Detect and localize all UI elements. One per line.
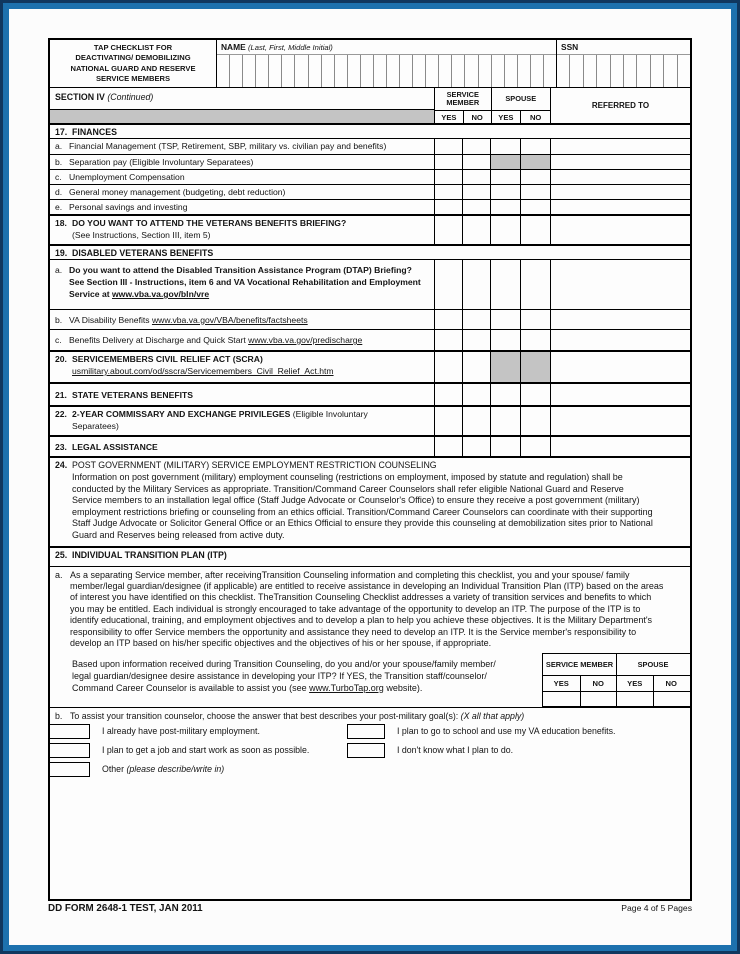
ssn-char-box[interactable] (611, 55, 624, 87)
name-char-box[interactable] (348, 55, 361, 87)
item-letter: b. (55, 711, 63, 722)
itp-answer-spouse-no[interactable] (653, 692, 690, 706)
item-25a-question: Based upon information received during Transition Counseling, do you and/or your spouse/family member/ legal guardian/designee desire assistance in developing your ITP? If YES, the Transition staff/counselor/ Command Career Counselor is available to assist you (see (72, 659, 496, 693)
answer-17d-member-yes[interactable] (434, 185, 462, 199)
answer-23-member-no[interactable] (462, 437, 490, 456)
answer-21-member-no[interactable] (462, 384, 490, 405)
form-id: DD FORM 2648-1 TEST, JAN 2011 (48, 903, 203, 914)
item-row-17d (50, 184, 690, 199)
item-17d-label: General money management (budgeting, debt reduction) (69, 187, 286, 197)
name-char-box[interactable] (309, 55, 322, 87)
answer-20-member-yes[interactable] (434, 352, 462, 382)
name-char-box[interactable] (413, 55, 426, 87)
item-17b-label: Separation pay (Eligible Involuntary Separatees) (69, 157, 254, 167)
spouse-yes-header: YES (491, 111, 521, 123)
form-title (50, 40, 217, 87)
name-hint: (Last, First, Middle Initial) (248, 43, 333, 52)
option-employment-label: I already have post-military employment. (102, 726, 260, 737)
item-row-19a (50, 259, 690, 309)
answer-22-member-yes[interactable] (434, 407, 462, 435)
answer-17c-member-no[interactable] (462, 170, 490, 184)
item-number: 22. (55, 409, 67, 419)
item-number: 21. (55, 389, 67, 400)
item-row-22 (50, 405, 690, 435)
name-char-box[interactable] (518, 55, 531, 87)
ssn-char-box[interactable] (584, 55, 597, 87)
item-24 (50, 456, 690, 546)
name-char-box[interactable] (479, 55, 492, 87)
item-number: 19. (55, 248, 68, 258)
answer-18-member-no[interactable] (462, 216, 490, 244)
answer-21-spouse-no[interactable] (520, 384, 550, 405)
answer-20-spouse-no-blocked (520, 352, 550, 382)
item-row-18 (50, 214, 690, 244)
ssn-char-box[interactable] (651, 55, 664, 87)
referred-23[interactable] (550, 437, 690, 456)
form-title-line: DEACTIVATING/ DEMOBILIZING (75, 53, 191, 63)
referred-19b[interactable] (550, 310, 690, 329)
name-label (217, 40, 556, 54)
name-boxes (217, 54, 556, 87)
answer-19b-spouse-no[interactable] (520, 310, 550, 329)
answer-23-spouse-no[interactable] (520, 437, 550, 456)
page-number: Page 4 of 5 Pages (621, 903, 692, 913)
item-number: 17. (55, 127, 68, 137)
itp-member-no-header: NO (580, 676, 617, 691)
name-char-box[interactable] (465, 55, 478, 87)
checkbox-job[interactable] (50, 743, 90, 758)
answer-20-member-no[interactable] (462, 352, 490, 382)
answer-17e-spouse-no[interactable] (520, 200, 550, 214)
item-letter: a. (55, 569, 63, 580)
name-label-text: NAME (221, 42, 246, 52)
itp-answer-spouse-yes[interactable] (616, 692, 653, 706)
name-char-box[interactable] (426, 55, 439, 87)
answer-18-member-yes[interactable] (434, 216, 462, 244)
referred-19c[interactable] (550, 330, 690, 350)
name-char-box[interactable] (544, 55, 556, 87)
answer-19c-spouse-yes[interactable] (490, 330, 520, 350)
referred-17a[interactable] (550, 139, 690, 154)
checkbox-school[interactable] (347, 724, 385, 739)
item-row-20 (50, 350, 690, 382)
section-header-band (50, 87, 690, 123)
ssn-char-box[interactable] (664, 55, 677, 87)
answer-23-member-yes[interactable] (434, 437, 462, 456)
name-char-box[interactable] (439, 55, 452, 87)
item-19b-label: VA Disability Benefits (69, 314, 152, 325)
item-17c-label: Unemployment Compensation (69, 172, 185, 182)
answer-18-spouse-yes[interactable] (490, 216, 520, 244)
itp-service-member-header: SERVICE MEMBER (545, 659, 614, 669)
option-school (347, 724, 690, 739)
answer-17e-spouse-yes[interactable] (490, 200, 520, 214)
item-19c-label: Benefits Delivery at Discharge and Quick Start (69, 335, 249, 345)
referred-21[interactable] (550, 384, 690, 405)
turbotap-link: www.TurboTap.org (309, 682, 384, 693)
answer-19c-member-yes[interactable] (434, 330, 462, 350)
section-25-header (50, 546, 690, 566)
item-25a-question-end: website). (383, 682, 423, 693)
form-header (50, 40, 690, 87)
name-char-box[interactable] (243, 55, 256, 87)
answer-19c-spouse-no[interactable] (520, 330, 550, 350)
service-member-header: SERVICE MEMBER (446, 90, 480, 107)
name-char-box[interactable] (335, 55, 348, 87)
answer-19b-spouse-yes[interactable] (490, 310, 520, 329)
page-footer (48, 901, 692, 914)
item-19c-link: www.vba.va.gov/predischarge (248, 335, 363, 345)
answer-17e-member-yes[interactable] (434, 200, 462, 214)
ssn-char-box[interactable] (557, 55, 570, 87)
answer-19c-member-no[interactable] (462, 330, 490, 350)
form-title-line: SERVICE MEMBERS (95, 74, 171, 84)
answer-17c-spouse-no[interactable] (520, 170, 550, 184)
answer-21-member-yes[interactable] (434, 384, 462, 405)
answer-17e-member-no[interactable] (462, 200, 490, 214)
answer-22-spouse-yes[interactable] (490, 407, 520, 435)
section-19-title: DISABLED VETERANS BENEFITS (72, 248, 214, 258)
referred-17d[interactable] (550, 185, 690, 199)
form-box (48, 38, 692, 901)
answer-18-spouse-no[interactable] (520, 216, 550, 244)
name-char-box[interactable] (256, 55, 269, 87)
answer-17c-spouse-yes[interactable] (490, 170, 520, 184)
option-unknown (347, 743, 690, 758)
referred-17e[interactable] (550, 200, 690, 214)
ssn-label: SSN (561, 42, 579, 52)
itp-spouse-no-header: NO (653, 676, 690, 691)
item-letter: e. (55, 202, 63, 212)
ssn-char-box[interactable] (597, 55, 610, 87)
name-char-box[interactable] (217, 55, 230, 87)
answer-22-spouse-no[interactable] (520, 407, 550, 435)
name-char-box[interactable] (492, 55, 505, 87)
form-title-line: TAP CHECKLIST FOR (93, 43, 173, 52)
item-row-19c (50, 329, 690, 350)
item-row-23 (50, 435, 690, 456)
section-25-title: INDIVIDUAL TRANSITION PLAN (ITP) (72, 549, 227, 560)
item-letter: a. (55, 141, 63, 151)
item-19b-link: www.vba.va.gov/VBA/benefits/factsheets (151, 314, 308, 325)
item-22-hint: (Eligible Involuntary Separatees) (72, 409, 368, 431)
item-row-17b (50, 154, 690, 169)
section-17-header (50, 123, 690, 138)
spouse-no-header: NO (520, 111, 550, 123)
answer-17a-spouse-no[interactable] (520, 139, 550, 154)
name-char-box[interactable] (505, 55, 518, 87)
answer-21-spouse-yes[interactable] (490, 384, 520, 405)
answer-17b-member-yes[interactable] (434, 155, 462, 169)
ssn-char-box[interactable] (678, 55, 690, 87)
ssn-field (556, 40, 690, 87)
ssn-char-box[interactable] (637, 55, 650, 87)
item-20-title: SERVICEMEMBERS CIVIL RELIEF ACT (SCRA) (72, 354, 263, 364)
answer-17b-member-no[interactable] (462, 155, 490, 169)
item-letter: a. (55, 265, 63, 275)
item-24-title: POST GOVERNMENT (MILITARY) SERVICE EMPLOYMENT RESTRICTION COUNSELING (72, 460, 437, 470)
option-job (50, 743, 347, 758)
answer-17d-spouse-no[interactable] (520, 185, 550, 199)
item-22-title: 2-YEAR COMMISSARY AND EXCHANGE PRIVILEGES (72, 409, 291, 419)
referred-20[interactable] (550, 352, 690, 382)
option-other (50, 762, 347, 777)
item-number: 20. (55, 354, 67, 364)
referred-17c[interactable] (550, 170, 690, 184)
checkbox-employment[interactable] (50, 724, 90, 739)
item-17e-label: Personal savings and investing (69, 202, 188, 212)
item-23-title: LEGAL ASSISTANCE (72, 441, 158, 452)
item-25a (50, 566, 690, 708)
answer-22-member-no[interactable] (462, 407, 490, 435)
referred-19a[interactable] (550, 260, 690, 309)
referred-18[interactable] (550, 216, 690, 244)
name-field (217, 40, 556, 87)
item-letter: b. (55, 157, 63, 167)
item-25b (50, 707, 690, 783)
answer-17d-member-no[interactable] (462, 185, 490, 199)
name-char-box[interactable] (269, 55, 282, 87)
answer-columns-header (434, 88, 550, 123)
section-label-cell (50, 88, 434, 123)
ssn-char-box[interactable] (570, 55, 583, 87)
answer-17a-member-no[interactable] (462, 139, 490, 154)
answer-19a-spouse-yes[interactable] (490, 260, 520, 309)
item-letter: d. (55, 187, 63, 197)
option-other-label: Other (102, 764, 127, 775)
item-25b-hint: (X all that apply) (460, 711, 525, 722)
name-char-box[interactable] (452, 55, 465, 87)
form-title-line: NATIONAL GUARD AND RESERVE (70, 63, 196, 73)
section-label-hint: (Continued) (107, 92, 154, 102)
answer-19b-member-no[interactable] (462, 310, 490, 329)
ssn-boxes (557, 54, 690, 87)
answer-17b-spouse-yes-blocked (490, 155, 520, 169)
answer-20-spouse-yes-blocked (490, 352, 520, 382)
option-other-hint: (please describe/write in) (126, 764, 225, 775)
section-label (50, 88, 434, 109)
item-row-17a (50, 138, 690, 154)
item-row-17c (50, 169, 690, 184)
answer-23-spouse-yes[interactable] (490, 437, 520, 456)
name-char-box[interactable] (400, 55, 413, 87)
name-char-box[interactable] (282, 55, 295, 87)
answer-17b-spouse-no-blocked (520, 155, 550, 169)
empty-space (50, 783, 690, 899)
item-20-link: usmilitary.about.com/od/sscra/Servicemembers_Civil_Relief_Act.htm (72, 366, 334, 376)
item-18-note: (See Instructions, Section III, item 5) (72, 230, 211, 240)
member-no-header: NO (463, 111, 491, 123)
name-char-box[interactable] (374, 55, 387, 87)
item-19a-link: www.vba.va.gov/bln/vre (112, 289, 210, 299)
itp-spouse-yes-header: YES (616, 676, 653, 691)
answer-17a-member-yes[interactable] (434, 139, 462, 154)
name-char-box[interactable] (531, 55, 544, 87)
item-letter: c. (55, 335, 62, 345)
answer-17d-spouse-yes[interactable] (490, 185, 520, 199)
checkbox-unknown[interactable] (347, 743, 385, 758)
section-shaded-bar (50, 109, 434, 123)
item-18-title: DO YOU WANT TO ATTEND THE VETERANS BENEFITS BRIEFING? (72, 218, 347, 228)
document-page (9, 9, 731, 945)
item-row-21 (50, 382, 690, 405)
section-label-text: SECTION IV (55, 92, 105, 102)
name-char-box[interactable] (295, 55, 308, 87)
item-number: 23. (55, 441, 67, 452)
itp-spouse-header: SPOUSE (616, 654, 689, 675)
item-24-body: Information on post government (military) employment counseling (restrictions on employment, imposed by statute and regulation) shall be conducted by the Military Services as appropriate. Transition/Command Career Counselors shall refer eligible National Guard and Reserve Service members to an installation legal office (Staff Judge Advocate or Counselor's Office) to ensure they receive a post government (military) employment restrictions briefing or counseling from an ethics official. Transition/Command Career Counselors can coordinate with their supporting Staff Judge Advocate or Solicitor General Office or an Ethics Official to ensure they provide this counseling at demobilization sites prior to National Guard and Reserves being released from active duty. (72, 472, 653, 540)
name-char-box[interactable] (361, 55, 374, 87)
item-25a-body: As a separating Service member, after receivingTransition Counseling information and completing this checklist, you and your spouse/ family member/legal guardian/designee (if applicable) are entitled to receive assistance in developing an Individual Transition Plan (ITP) based on the areas of interest you have identified on this checklist. TheTransition Counseling Checklist addresses a variety of transition services and benefits to which you may be entitled. Each individual is strongly encouraged to take advantage of the opportunity to develop an ITP. The purpose of the ITP is to identify educational, training, and employment objectives and to develop a plan to help you achieve these objectives. It is the Military Department's responsibility to offer Service members the opportunity and assistance they need to develop an ITP. It is the Service member's responsibility to develop an ITP based on his/her specific objectives and the objectives of his or her spouse, if appropriate. (70, 569, 664, 648)
itp-answer-table (542, 653, 690, 707)
item-number: 24. (55, 460, 68, 470)
item-17a-label: Financial Management (TSP, Retirement, SBP, military vs. civilian pay and benefits) (69, 141, 387, 151)
option-unknown-label: I don't know what I plan to do. (397, 745, 514, 756)
answer-19a-spouse-no[interactable] (520, 260, 550, 309)
name-char-box[interactable] (322, 55, 335, 87)
referred-to-header: REFERRED TO (550, 88, 690, 123)
referred-17b[interactable] (550, 155, 690, 169)
item-number: 18. (55, 218, 67, 228)
answer-17a-spouse-yes[interactable] (490, 139, 520, 154)
item-letter: b. (55, 314, 63, 325)
member-yes-header: YES (441, 112, 457, 122)
answer-19a-member-yes[interactable] (434, 260, 462, 309)
item-letter: c. (55, 172, 62, 182)
item-number: 25. (55, 549, 68, 560)
spouse-header: SPOUSE (491, 88, 550, 110)
section-17-title: FINANCES (72, 127, 117, 137)
item-row-17e (50, 199, 690, 214)
itp-answer-member-yes[interactable] (543, 692, 580, 706)
answer-17c-member-yes[interactable] (434, 170, 462, 184)
referred-22[interactable] (550, 407, 690, 435)
itp-answer-member-no[interactable] (580, 692, 617, 706)
option-job-label: I plan to get a job and start work as soon as possible. (102, 745, 310, 756)
answer-19a-member-no[interactable] (462, 260, 490, 309)
answer-19b-member-yes[interactable] (434, 310, 462, 329)
item-row-19b (50, 309, 690, 329)
section-19-header (50, 244, 690, 259)
item-25b-label: To assist your transition counselor, choose the answer that best describes your post-military goal(s): (70, 711, 461, 722)
itp-member-yes-header: YES (553, 679, 569, 689)
option-school-label: I plan to go to school and use my VA education benefits. (397, 726, 616, 737)
option-employment (50, 724, 347, 739)
name-char-box[interactable] (387, 55, 400, 87)
item-19a-label: Do you want to attend the Disabled Transition Assistance Program (DTAP) Briefing? See Section III - Instructions, item 6 and VA Vocational Rehabilitation and Employment Service at (69, 265, 421, 299)
ssn-char-box[interactable] (624, 55, 637, 87)
checkbox-other[interactable] (50, 762, 90, 777)
name-char-box[interactable] (230, 55, 243, 87)
item-21-title: STATE VETERANS BENEFITS (72, 389, 193, 400)
